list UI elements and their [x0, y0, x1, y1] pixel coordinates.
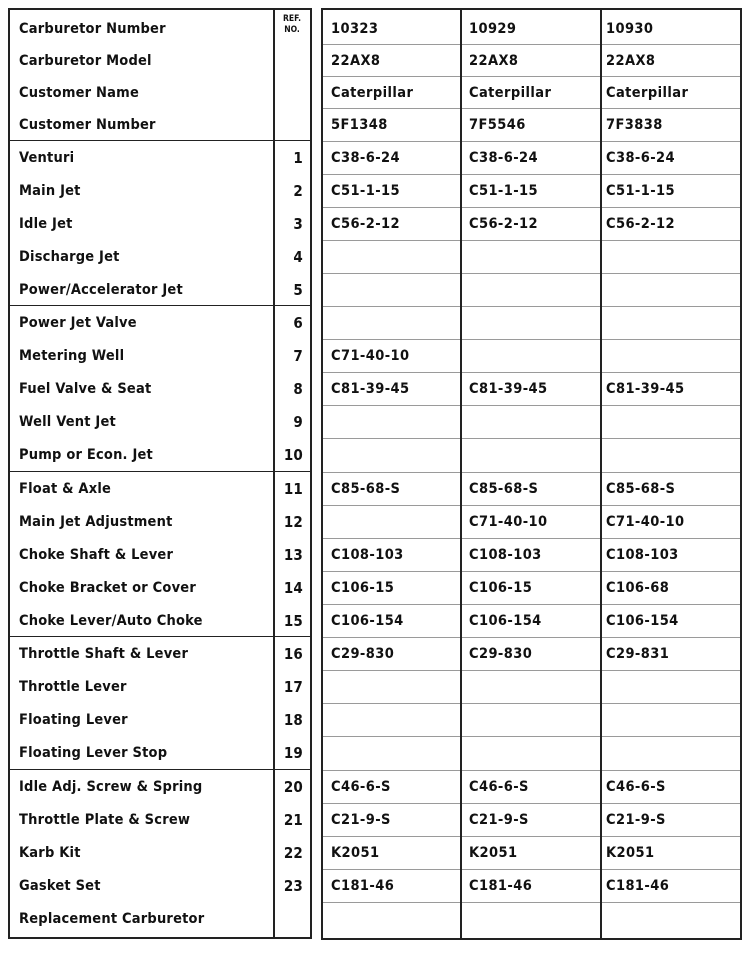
label-column — [8, 8, 274, 939]
row-divider — [323, 273, 740, 274]
row-ref-number — [275, 13, 309, 46]
row-divider — [323, 405, 740, 406]
value-cell-col3: C51-1-15 — [606, 183, 675, 199]
column-divider — [600, 10, 602, 938]
group-divider — [10, 636, 273, 637]
value-cell-col3: C85-68-S — [606, 481, 676, 497]
value-cell-col1: C51-1-15 — [331, 183, 400, 199]
value-cell-col1: C108-103 — [331, 547, 404, 563]
value-cell-col3: K2051 — [606, 845, 655, 861]
value-cell-col3: C21-9-S — [606, 812, 666, 828]
value-cell-col2: C181-46 — [469, 878, 533, 894]
row-label: Throttle Shaft & Lever — [19, 646, 189, 662]
row-divider — [323, 76, 740, 77]
value-cell-col1: C38-6-24 — [331, 150, 400, 166]
row-label: Replacement Carburetor — [19, 911, 205, 927]
group-divider — [275, 769, 310, 770]
row-label: Discharge Jet — [19, 249, 120, 265]
row-ref-number: 6 — [293, 314, 303, 332]
row-label: Floating Lever — [19, 712, 128, 728]
group-divider — [275, 305, 310, 306]
values-table — [321, 8, 742, 940]
row-ref-number: 21 — [283, 811, 303, 829]
row-ref-number: 7 — [293, 347, 303, 365]
row-label: Throttle Plate & Screw — [19, 812, 191, 828]
row-label: Main Jet — [19, 183, 81, 199]
row-ref-number — [275, 45, 309, 78]
row-label: Venturi — [19, 150, 75, 166]
row-ref-number: 20 — [283, 778, 303, 796]
value-cell-col3: C106-68 — [606, 580, 670, 596]
row-label: Customer Name — [19, 85, 140, 101]
row-divider — [323, 505, 740, 506]
group-divider — [275, 636, 310, 637]
row-ref-number: 4 — [293, 248, 303, 266]
value-cell-col1: 10323 — [331, 21, 379, 37]
value-cell-col3: C108-103 — [606, 547, 679, 563]
value-cell-col1: C85-68-S — [331, 481, 401, 497]
value-cell-col1: C29-830 — [331, 646, 395, 662]
row-label: Fuel Valve & Seat — [19, 381, 152, 397]
row-ref-number: 13 — [283, 546, 303, 564]
row-divider — [323, 472, 740, 473]
value-cell-col2: C46-6-S — [469, 779, 529, 795]
row-label: Choke Shaft & Lever — [19, 547, 174, 563]
row-ref-number: 2 — [293, 182, 303, 200]
group-divider — [275, 471, 310, 472]
row-label: Carburetor Number — [19, 21, 166, 37]
row-ref-number: 11 — [283, 480, 303, 498]
value-cell-col3: C181-46 — [606, 878, 670, 894]
value-cell-col3: 10930 — [606, 21, 654, 37]
row-label: Main Jet Adjustment — [19, 514, 173, 530]
row-divider — [323, 44, 740, 45]
value-cell-col2: C85-68-S — [469, 481, 539, 497]
value-cell-col1: C46-6-S — [331, 779, 391, 795]
row-label: Well Vent Jet — [19, 414, 116, 430]
value-cell-col3: C29-831 — [606, 646, 670, 662]
row-ref-number: 17 — [283, 678, 303, 696]
row-divider — [323, 836, 740, 837]
value-cell-col2: C108-103 — [469, 547, 542, 563]
row-ref-number — [275, 109, 309, 142]
value-cell-col2: 10929 — [469, 21, 517, 37]
row-divider — [323, 770, 740, 771]
value-cell-col1: C106-154 — [331, 613, 404, 629]
value-cell-col2: C38-6-24 — [469, 150, 538, 166]
row-label: Metering Well — [19, 348, 125, 364]
value-cell-col2: C106-154 — [469, 613, 542, 629]
row-ref-number: 18 — [283, 711, 303, 729]
value-cell-col1: C56-2-12 — [331, 216, 400, 232]
row-ref-number: 16 — [283, 645, 303, 663]
row-divider — [323, 372, 740, 373]
row-ref-number: 15 — [283, 612, 303, 630]
value-cell-col1: C81-39-45 — [331, 381, 410, 397]
row-divider — [323, 306, 740, 307]
group-divider — [10, 305, 273, 306]
row-ref-number — [275, 77, 309, 110]
row-divider — [323, 571, 740, 572]
row-label: Choke Lever/Auto Choke — [19, 613, 203, 629]
row-divider — [323, 869, 740, 870]
row-divider — [323, 803, 740, 804]
value-cell-col2: C56-2-12 — [469, 216, 538, 232]
row-divider — [323, 240, 740, 241]
row-ref-number: 10 — [283, 446, 303, 464]
value-cell-col3: 22AX8 — [606, 53, 656, 69]
row-label: Throttle Lever — [19, 679, 127, 695]
row-ref-number: 8 — [293, 380, 303, 398]
row-ref-number: 22 — [283, 844, 303, 862]
value-cell-col3: C46-6-S — [606, 779, 666, 795]
value-cell-col1: C71-40-10 — [331, 348, 410, 364]
row-ref-number: 5 — [293, 281, 303, 299]
value-cell-col2: K2051 — [469, 845, 518, 861]
row-label: Floating Lever Stop — [19, 745, 168, 761]
value-cell-col1: C21-9-S — [331, 812, 391, 828]
row-label: Karb Kit — [19, 845, 81, 861]
column-divider — [460, 10, 462, 938]
group-divider — [10, 471, 273, 472]
ref-number-column — [274, 8, 312, 939]
value-cell-col3: Caterpillar — [606, 85, 689, 101]
row-label: Carburetor Model — [19, 53, 152, 69]
value-cell-col1: 5F1348 — [331, 117, 388, 133]
value-cell-col2: 22AX8 — [469, 53, 519, 69]
value-cell-col3: C71-40-10 — [606, 514, 685, 530]
value-cell-col3: 7F3838 — [606, 117, 663, 133]
row-label: Power/Accelerator Jet — [19, 282, 183, 298]
value-cell-col1: C106-15 — [331, 580, 395, 596]
value-cell-col1: Caterpillar — [331, 85, 414, 101]
row-divider — [323, 736, 740, 737]
row-ref-number: 19 — [283, 744, 303, 762]
row-label: Customer Number — [19, 117, 156, 133]
row-divider — [323, 141, 740, 142]
row-label: Float & Axle — [19, 481, 112, 497]
value-cell-col2: C29-830 — [469, 646, 533, 662]
row-label: Power Jet Valve — [19, 315, 137, 331]
row-label: Choke Bracket or Cover — [19, 580, 196, 596]
group-divider — [275, 140, 310, 141]
value-cell-col1: K2051 — [331, 845, 380, 861]
row-divider — [323, 670, 740, 671]
row-ref-number: 12 — [283, 513, 303, 531]
row-ref-number — [275, 903, 309, 936]
value-cell-col3: C81-39-45 — [606, 381, 685, 397]
row-ref-number: 23 — [283, 877, 303, 895]
row-divider — [323, 207, 740, 208]
row-label: Idle Jet — [19, 216, 73, 232]
row-divider — [323, 604, 740, 605]
row-divider — [323, 637, 740, 638]
row-ref-number: 1 — [293, 149, 303, 167]
value-cell-col2: 7F5546 — [469, 117, 526, 133]
ref-header-line1: REF. — [283, 14, 301, 24]
row-divider — [323, 902, 740, 903]
value-cell-col3: C106-154 — [606, 613, 679, 629]
value-cell-col3: C56-2-12 — [606, 216, 675, 232]
row-ref-number: 9 — [293, 413, 303, 431]
row-divider — [323, 538, 740, 539]
row-ref-number: 14 — [283, 579, 303, 597]
value-cell-col1: C181-46 — [331, 878, 395, 894]
value-cell-col2: Caterpillar — [469, 85, 552, 101]
value-cell-col2: C106-15 — [469, 580, 533, 596]
value-cell-col2: C71-40-10 — [469, 514, 548, 530]
value-cell-col2: C51-1-15 — [469, 183, 538, 199]
value-cell-col2: C21-9-S — [469, 812, 529, 828]
row-divider — [323, 108, 740, 109]
ref-header-line2: NO. — [284, 25, 300, 35]
group-divider — [10, 769, 273, 770]
value-cell-col2: C81-39-45 — [469, 381, 548, 397]
row-label: Gasket Set — [19, 878, 101, 894]
row-label: Idle Adj. Screw & Spring — [19, 779, 203, 795]
row-label: Pump or Econ. Jet — [19, 447, 153, 463]
row-ref-number: 3 — [293, 215, 303, 233]
value-cell-col1: 22AX8 — [331, 53, 381, 69]
row-divider — [323, 703, 740, 704]
row-divider — [323, 438, 740, 439]
row-divider — [323, 174, 740, 175]
group-divider — [10, 140, 273, 141]
value-cell-col3: C38-6-24 — [606, 150, 675, 166]
row-divider — [323, 339, 740, 340]
